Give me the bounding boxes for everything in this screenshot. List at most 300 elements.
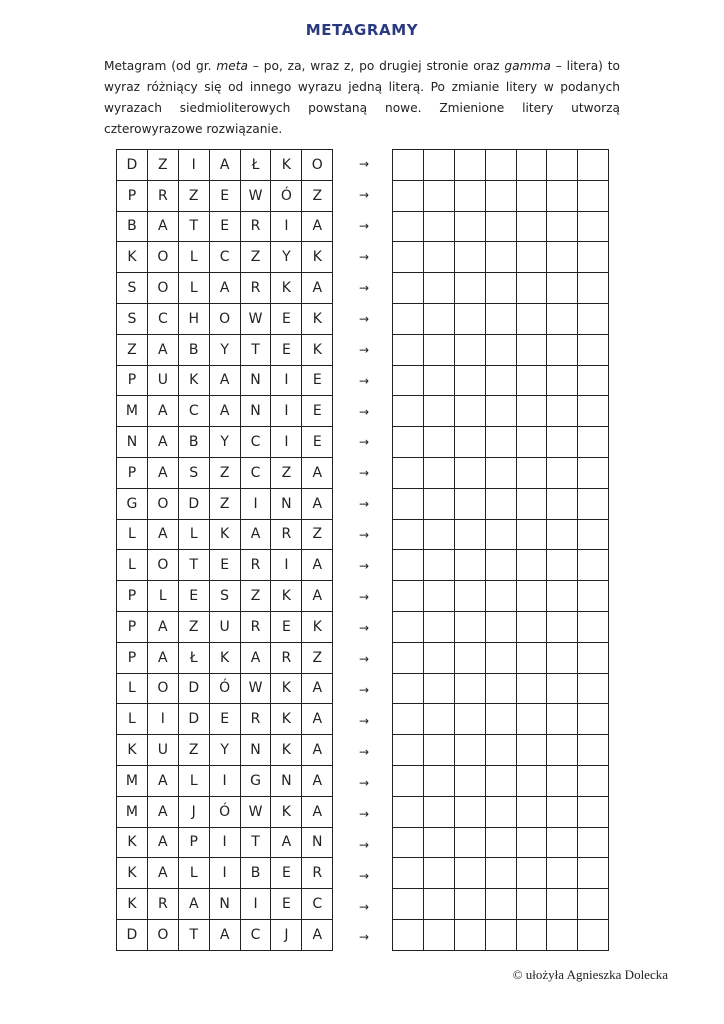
answer-cell[interactable] — [393, 550, 424, 581]
letter-cell: K — [302, 611, 333, 642]
word-row — [117, 827, 333, 858]
answer-cell[interactable] — [454, 211, 485, 242]
letter-cell: D — [178, 673, 209, 704]
answer-cell[interactable] — [393, 150, 424, 181]
letter-cell: O — [147, 242, 178, 273]
answer-cell[interactable] — [516, 735, 547, 766]
answer-cell[interactable] — [578, 303, 609, 334]
letter-cell: N — [240, 365, 271, 396]
letter-cell: K — [209, 519, 240, 550]
answer-cell[interactable] — [423, 488, 454, 519]
answer-cell[interactable] — [393, 427, 424, 458]
letter-cell: N — [240, 396, 271, 427]
letter-cell: Y — [209, 334, 240, 365]
answer-cell[interactable] — [485, 334, 516, 365]
answer-cell[interactable] — [516, 858, 547, 889]
answer-row — [393, 704, 609, 735]
answer-cell[interactable] — [423, 303, 454, 334]
answer-cell[interactable] — [423, 765, 454, 796]
letter-cell: N — [240, 735, 271, 766]
letter-cell: M — [117, 796, 148, 827]
answer-cell[interactable] — [516, 765, 547, 796]
answer-row — [393, 365, 609, 396]
answer-cell[interactable] — [423, 827, 454, 858]
arrow-icon: → — [358, 280, 370, 295]
answer-row — [393, 858, 609, 889]
answer-cell[interactable] — [423, 396, 454, 427]
letter-cell: C — [240, 457, 271, 488]
answer-cell[interactable] — [393, 396, 424, 427]
letter-cell: Z — [302, 180, 333, 211]
answer-cell[interactable] — [516, 303, 547, 334]
answer-cell[interactable] — [485, 735, 516, 766]
letter-cell: E — [209, 180, 240, 211]
letter-cell: I — [209, 827, 240, 858]
answer-cell[interactable] — [454, 765, 485, 796]
letter-cell: N — [209, 889, 240, 920]
letter-cell: K — [302, 303, 333, 334]
word-row — [117, 180, 333, 211]
answer-cell[interactable] — [547, 858, 578, 889]
word-row — [117, 427, 333, 458]
answer-cell[interactable] — [516, 550, 547, 581]
answer-cell[interactable] — [547, 611, 578, 642]
answer-cell[interactable] — [578, 427, 609, 458]
answer-cell[interactable] — [454, 889, 485, 920]
answer-cell[interactable] — [516, 180, 547, 211]
answer-cell[interactable] — [547, 488, 578, 519]
answer-cell[interactable] — [393, 581, 424, 612]
answer-cell[interactable] — [516, 673, 547, 704]
answer-cell[interactable] — [578, 488, 609, 519]
answer-cell[interactable] — [485, 889, 516, 920]
letter-cell: N — [302, 827, 333, 858]
answer-cell[interactable] — [547, 919, 578, 950]
answer-cell[interactable] — [547, 827, 578, 858]
letter-cell: R — [147, 180, 178, 211]
answer-cell[interactable] — [578, 180, 609, 211]
word-row — [117, 457, 333, 488]
answer-cell[interactable] — [423, 642, 454, 673]
answer-cell[interactable] — [547, 150, 578, 181]
letter-cell: K — [271, 796, 302, 827]
answer-cell[interactable] — [393, 889, 424, 920]
letter-cell: P — [117, 457, 148, 488]
letter-cell: A — [302, 273, 333, 304]
answer-cell[interactable] — [547, 550, 578, 581]
letter-cell: T — [178, 919, 209, 950]
word-row — [117, 581, 333, 612]
letter-cell: A — [302, 919, 333, 950]
answer-cell[interactable] — [485, 150, 516, 181]
answer-cell[interactable] — [547, 457, 578, 488]
answer-cell[interactable] — [516, 642, 547, 673]
answer-cell[interactable] — [516, 889, 547, 920]
answer-cell[interactable] — [547, 303, 578, 334]
letter-cell: P — [178, 827, 209, 858]
answer-cell[interactable] — [423, 796, 454, 827]
answer-row — [393, 303, 609, 334]
letter-cell: I — [271, 550, 302, 581]
answer-cell[interactable] — [547, 889, 578, 920]
answer-cell[interactable] — [578, 365, 609, 396]
answer-grid — [392, 149, 609, 951]
answer-cell[interactable] — [578, 889, 609, 920]
letter-cell: A — [302, 457, 333, 488]
answer-cell[interactable] — [454, 488, 485, 519]
answer-cell[interactable] — [454, 150, 485, 181]
letter-cell: A — [302, 765, 333, 796]
answer-cell[interactable] — [547, 365, 578, 396]
answer-cell[interactable] — [516, 365, 547, 396]
word-row — [117, 396, 333, 427]
answer-cell[interactable] — [393, 796, 424, 827]
answer-cell[interactable] — [454, 365, 485, 396]
answer-cell[interactable] — [516, 581, 547, 612]
answer-cell[interactable] — [454, 642, 485, 673]
answer-cell[interactable] — [578, 242, 609, 273]
answer-cell[interactable] — [547, 735, 578, 766]
answer-cell[interactable] — [516, 242, 547, 273]
answer-cell[interactable] — [454, 827, 485, 858]
letter-cell: Ó — [209, 673, 240, 704]
letter-cell: Ł — [240, 150, 271, 181]
answer-cell[interactable] — [393, 704, 424, 735]
letter-cell: D — [117, 919, 148, 950]
answer-cell[interactable] — [393, 488, 424, 519]
letter-cell: I — [209, 858, 240, 889]
answer-cell[interactable] — [516, 488, 547, 519]
arrow-icon: → — [358, 775, 370, 790]
answer-row — [393, 427, 609, 458]
answer-cell[interactable] — [547, 765, 578, 796]
answer-cell[interactable] — [393, 242, 424, 273]
answer-cell[interactable] — [516, 150, 547, 181]
answer-cell[interactable] — [454, 334, 485, 365]
answer-cell[interactable] — [393, 642, 424, 673]
letter-cell: P — [117, 180, 148, 211]
letter-cell: L — [117, 704, 148, 735]
answer-row — [393, 581, 609, 612]
answer-cell[interactable] — [547, 211, 578, 242]
letter-cell: O — [147, 550, 178, 581]
answer-cell[interactable] — [516, 427, 547, 458]
answer-cell[interactable] — [485, 488, 516, 519]
letter-cell: S — [117, 303, 148, 334]
letter-cell: C — [178, 396, 209, 427]
answer-cell[interactable] — [578, 150, 609, 181]
answer-cell[interactable] — [485, 673, 516, 704]
letter-cell: E — [178, 581, 209, 612]
answer-cell[interactable] — [454, 581, 485, 612]
answer-cell[interactable] — [578, 334, 609, 365]
letter-cell: A — [147, 642, 178, 673]
answer-cell[interactable] — [516, 273, 547, 304]
answer-cell[interactable] — [578, 642, 609, 673]
letter-cell: E — [271, 303, 302, 334]
letter-cell: A — [240, 519, 271, 550]
answer-cell[interactable] — [485, 427, 516, 458]
answer-cell[interactable] — [393, 303, 424, 334]
letter-cell: I — [271, 396, 302, 427]
answer-cell[interactable] — [485, 211, 516, 242]
answer-cell[interactable] — [578, 611, 609, 642]
answer-cell[interactable] — [516, 396, 547, 427]
answer-cell[interactable] — [454, 858, 485, 889]
letter-cell: A — [302, 581, 333, 612]
letter-cell: Z — [178, 180, 209, 211]
answer-cell[interactable] — [454, 427, 485, 458]
word-row — [117, 211, 333, 242]
letter-cell: A — [302, 704, 333, 735]
answer-cell[interactable] — [578, 735, 609, 766]
word-row — [117, 796, 333, 827]
letter-cell: W — [240, 673, 271, 704]
answer-cell[interactable] — [516, 704, 547, 735]
letter-cell: P — [117, 611, 148, 642]
word-row — [117, 519, 333, 550]
intro-text-1: Metagram (od gr. — [104, 59, 217, 73]
answer-cell[interactable] — [393, 611, 424, 642]
answer-cell[interactable] — [423, 242, 454, 273]
letter-cell: Z — [178, 735, 209, 766]
answer-cell[interactable] — [547, 796, 578, 827]
letter-cell: C — [240, 427, 271, 458]
answer-cell[interactable] — [393, 334, 424, 365]
answer-cell[interactable] — [423, 550, 454, 581]
letter-cell: C — [209, 242, 240, 273]
answer-cell[interactable] — [485, 827, 516, 858]
answer-cell[interactable] — [485, 858, 516, 889]
answer-cell[interactable] — [393, 365, 424, 396]
instructions — [104, 56, 620, 140]
answer-cell[interactable] — [485, 919, 516, 950]
letter-cell: E — [209, 704, 240, 735]
answer-cell[interactable] — [516, 334, 547, 365]
answer-cell[interactable] — [454, 242, 485, 273]
answer-cell[interactable] — [485, 365, 516, 396]
answer-cell[interactable] — [516, 611, 547, 642]
answer-cell[interactable] — [423, 889, 454, 920]
answer-cell[interactable] — [485, 765, 516, 796]
answer-cell[interactable] — [393, 858, 424, 889]
answer-cell[interactable] — [454, 519, 485, 550]
letter-cell: K — [271, 273, 302, 304]
letter-cell: Z — [147, 150, 178, 181]
letter-cell: Z — [240, 581, 271, 612]
answer-cell[interactable] — [578, 581, 609, 612]
answer-cell[interactable] — [423, 581, 454, 612]
letter-cell: E — [302, 396, 333, 427]
answer-cell[interactable] — [423, 334, 454, 365]
answer-cell[interactable] — [578, 550, 609, 581]
answer-cell[interactable] — [578, 704, 609, 735]
answer-cell[interactable] — [454, 796, 485, 827]
answer-cell[interactable] — [393, 735, 424, 766]
letter-cell: R — [271, 519, 302, 550]
word-row — [117, 273, 333, 304]
letter-cell: I — [147, 704, 178, 735]
answer-cell[interactable] — [516, 211, 547, 242]
letter-cell: R — [240, 273, 271, 304]
answer-cell[interactable] — [578, 796, 609, 827]
answer-row — [393, 211, 609, 242]
answer-cell[interactable] — [547, 427, 578, 458]
answer-cell[interactable] — [454, 457, 485, 488]
answer-cell[interactable] — [393, 827, 424, 858]
letter-cell: W — [240, 180, 271, 211]
letter-cell: K — [302, 242, 333, 273]
answer-cell[interactable] — [547, 704, 578, 735]
letter-cell: I — [240, 488, 271, 519]
arrow-icon: → — [358, 682, 370, 697]
answer-cell[interactable] — [454, 611, 485, 642]
letter-cell: W — [240, 796, 271, 827]
answer-cell[interactable] — [578, 457, 609, 488]
answer-cell[interactable] — [516, 827, 547, 858]
answer-cell[interactable] — [578, 211, 609, 242]
letter-cell: J — [271, 919, 302, 950]
answer-cell[interactable] — [454, 273, 485, 304]
word-row — [117, 488, 333, 519]
answer-cell[interactable] — [547, 519, 578, 550]
letter-cell: R — [240, 611, 271, 642]
answer-cell[interactable] — [423, 704, 454, 735]
answer-cell[interactable] — [454, 303, 485, 334]
answer-cell[interactable] — [485, 457, 516, 488]
answer-cell[interactable] — [454, 735, 485, 766]
letter-cell: L — [178, 242, 209, 273]
answer-row — [393, 673, 609, 704]
answer-cell[interactable] — [423, 180, 454, 211]
answer-cell[interactable] — [516, 796, 547, 827]
answer-cell[interactable] — [485, 581, 516, 612]
source-words-grid — [116, 149, 333, 951]
answer-cell[interactable] — [454, 550, 485, 581]
answer-cell[interactable] — [423, 427, 454, 458]
answer-cell[interactable] — [423, 611, 454, 642]
answer-cell[interactable] — [423, 457, 454, 488]
answer-cell[interactable] — [485, 242, 516, 273]
answer-cell[interactable] — [423, 519, 454, 550]
answer-cell[interactable] — [485, 704, 516, 735]
letter-cell: A — [302, 488, 333, 519]
answer-cell[interactable] — [485, 796, 516, 827]
letter-cell: T — [178, 211, 209, 242]
answer-cell[interactable] — [578, 858, 609, 889]
letter-cell: R — [147, 889, 178, 920]
answer-cell[interactable] — [547, 242, 578, 273]
answer-cell[interactable] — [485, 519, 516, 550]
answer-cell[interactable] — [547, 396, 578, 427]
answer-cell[interactable] — [547, 581, 578, 612]
answer-cell[interactable] — [485, 273, 516, 304]
answer-cell[interactable] — [578, 396, 609, 427]
answer-cell[interactable] — [454, 919, 485, 950]
letter-cell: S — [209, 581, 240, 612]
answer-row — [393, 519, 609, 550]
answer-cell[interactable] — [454, 673, 485, 704]
answer-row — [393, 827, 609, 858]
answer-cell[interactable] — [393, 673, 424, 704]
letter-cell: B — [178, 427, 209, 458]
answer-cell[interactable] — [578, 519, 609, 550]
answer-cell[interactable] — [423, 150, 454, 181]
answer-cell[interactable] — [423, 365, 454, 396]
arrow-icon: → — [358, 621, 370, 636]
answer-cell[interactable] — [393, 919, 424, 950]
answer-cell[interactable] — [578, 765, 609, 796]
letter-cell: Y — [271, 242, 302, 273]
letter-cell: A — [271, 827, 302, 858]
answer-cell[interactable] — [423, 273, 454, 304]
answer-cell[interactable] — [454, 396, 485, 427]
answer-cell[interactable] — [578, 273, 609, 304]
letter-cell: A — [302, 550, 333, 581]
letter-cell: K — [271, 673, 302, 704]
answer-cell[interactable] — [485, 303, 516, 334]
answer-cell[interactable] — [423, 858, 454, 889]
letter-cell: A — [147, 827, 178, 858]
answer-cell[interactable] — [578, 827, 609, 858]
answer-cell[interactable] — [423, 919, 454, 950]
letter-cell: B — [240, 858, 271, 889]
answer-cell[interactable] — [547, 273, 578, 304]
answer-cell[interactable] — [393, 211, 424, 242]
answer-row — [393, 396, 609, 427]
answer-cell[interactable] — [485, 550, 516, 581]
answer-cell[interactable] — [578, 673, 609, 704]
letter-cell: A — [209, 396, 240, 427]
answer-cell[interactable] — [485, 396, 516, 427]
letter-cell: L — [178, 858, 209, 889]
answer-cell[interactable] — [393, 519, 424, 550]
letter-cell: R — [240, 550, 271, 581]
answer-cell[interactable] — [454, 180, 485, 211]
answer-cell[interactable] — [516, 519, 547, 550]
answer-cell[interactable] — [516, 919, 547, 950]
answer-cell[interactable] — [393, 273, 424, 304]
letter-cell: U — [147, 365, 178, 396]
answer-cell[interactable] — [547, 334, 578, 365]
intro-italic-gamma: gamma — [504, 59, 551, 73]
answer-cell[interactable] — [423, 211, 454, 242]
answer-cell[interactable] — [393, 765, 424, 796]
answer-cell[interactable] — [485, 642, 516, 673]
answer-cell[interactable] — [485, 180, 516, 211]
answer-cell[interactable] — [423, 673, 454, 704]
answer-cell[interactable] — [393, 457, 424, 488]
answer-cell[interactable] — [485, 611, 516, 642]
answer-cell[interactable] — [454, 704, 485, 735]
answer-cell[interactable] — [516, 457, 547, 488]
word-row — [117, 365, 333, 396]
answer-cell[interactable] — [393, 180, 424, 211]
arrow-icon: → — [358, 404, 370, 419]
letter-cell: K — [178, 365, 209, 396]
letter-cell: Z — [302, 519, 333, 550]
answer-cell[interactable] — [578, 919, 609, 950]
word-row — [117, 611, 333, 642]
letter-cell: O — [147, 673, 178, 704]
answer-cell[interactable] — [547, 673, 578, 704]
letter-cell: T — [240, 827, 271, 858]
answer-cell[interactable] — [547, 642, 578, 673]
letter-cell: D — [178, 704, 209, 735]
answer-cell[interactable] — [547, 180, 578, 211]
answer-cell[interactable] — [423, 735, 454, 766]
letter-cell: R — [240, 704, 271, 735]
